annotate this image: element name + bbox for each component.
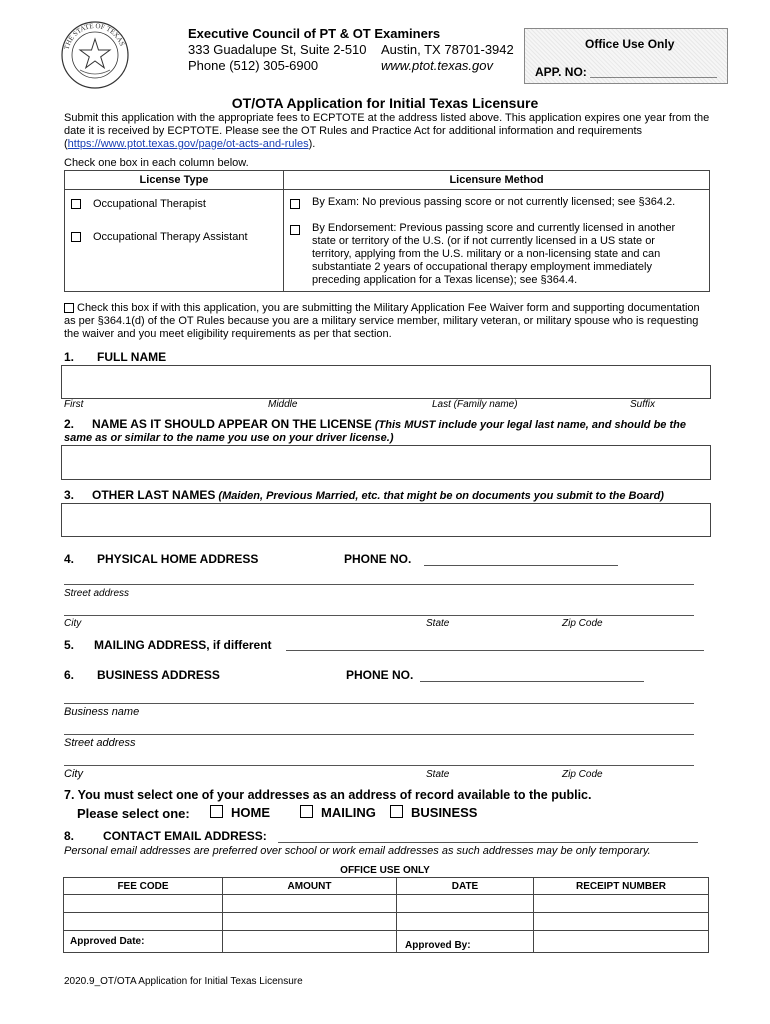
office-use-box — [524, 28, 728, 84]
approved-by-label: Approved By: — [397, 931, 534, 953]
org-city: Austin, TX 78701-3942 — [381, 42, 514, 57]
table-cell[interactable] — [223, 895, 397, 913]
table-cell[interactable] — [534, 895, 709, 913]
approved-by-field[interactable] — [534, 931, 709, 953]
business-checkbox[interactable] — [390, 805, 403, 818]
business-name-field[interactable] — [64, 703, 694, 704]
rules-link[interactable]: https://www.ptot.texas.gov/page/ot-acts-and-rules — [67, 138, 309, 150]
method-exam-text: By Exam: No previous passing score or not currently licensed; see §364.2. — [312, 196, 676, 208]
method-exam[interactable] — [290, 198, 300, 210]
public-business-option[interactable]: BUSINESS — [390, 805, 477, 820]
business-street-field[interactable] — [64, 734, 694, 735]
license-name-label: NAME AS IT SHOULD APPEAR ON THE LICENSE — [92, 417, 372, 431]
s2-heading: 2. NAME AS IT SHOULD APPEAR ON THE LICENSE (This MUST include your legal last name, and should be the same as or similar to the name you use on your driver license.) — [64, 417, 686, 444]
office-use-title: Office Use Only — [585, 37, 675, 51]
other-names-field[interactable] — [61, 503, 711, 537]
office-use-table — [63, 877, 709, 953]
table-cell[interactable] — [534, 913, 709, 931]
intro-text: Submit this application with the appropriate fees to ECPTOTE at the address listed above. This application expires one year from the date it is received by ECPTOTE. Please see the OT Rules and Practice Act for additional information and requirements ( — [64, 112, 710, 150]
table-cell[interactable] — [397, 895, 534, 913]
app-number-field[interactable]: APP. NO: ___________________ — [535, 65, 717, 79]
military-waiver — [64, 302, 714, 341]
business-state-label: State — [426, 769, 450, 780]
address-of-record-instruction: 7. You must select one of your addresses as an address of record available to the public. — [64, 788, 592, 802]
approved-date-field[interactable] — [223, 931, 397, 953]
exam-checkbox[interactable] — [290, 199, 300, 209]
home-checkbox[interactable] — [210, 805, 223, 818]
org-phone: Phone (512) 305-6900 — [188, 58, 319, 73]
full-name-label: FULL NAME — [97, 350, 167, 364]
ot-checkbox[interactable] — [71, 199, 81, 209]
other-names-label: OTHER LAST NAMES — [92, 488, 216, 502]
method-endorsement[interactable] — [290, 224, 300, 236]
method-endorsement-text: By Endorsement: Previous passing score and currently licensed in another state or territory of the U.S. (or if not currently licensed in a US state or territory, applying from the U.S. military or a non-licensing state and can substantiate 2 years of occupational therapy employment immediately preceding application for a Texas license); see §364.4. — [312, 222, 676, 286]
suffix-label: Suffix — [630, 399, 656, 410]
mailing-address-field[interactable] — [286, 650, 704, 651]
business-name-label: Business name — [64, 706, 140, 718]
license-name-note: (This MUST include your legal last name, and should be the same as or similar to the name you use on your driver license.) — [64, 419, 686, 444]
licensure-method-header: Licensure Method — [284, 171, 710, 190]
email-label: CONTACT EMAIL ADDRESS: — [103, 829, 267, 843]
seal-text: THE STATE OF TEXAS — [62, 21, 127, 51]
email-field[interactable] — [278, 842, 698, 843]
home-zip-label: Zip Code — [562, 618, 603, 629]
last-label: Last (Family name) — [432, 399, 518, 410]
public-home-option[interactable]: HOME — [210, 805, 270, 820]
office-use-only-title: OFFICE USE ONLY — [340, 865, 430, 876]
receipt-number-header: RECEIPT NUMBER — [534, 878, 709, 895]
other-names-note: (Maiden, Previous Married, etc. that might be on documents you submit to the Board) — [218, 490, 664, 502]
s3-heading: 3. OTHER LAST NAMES (Maiden, Previous Married, etc. that might be on documents you submit to the Board) — [64, 488, 664, 502]
license-type-ota[interactable]: Occupational Therapy Assistant — [71, 231, 248, 243]
business-city-field[interactable] — [64, 765, 694, 766]
s8-number: 8. — [64, 829, 75, 843]
table-cell[interactable] — [64, 913, 223, 931]
date-header: DATE — [397, 878, 534, 895]
business-phone-label: PHONE NO. — [346, 668, 414, 682]
check-one-instruction: Check one box in each column below. — [64, 157, 249, 169]
middle-label: Middle — [268, 399, 298, 410]
full-name-field[interactable] — [61, 365, 711, 399]
license-type-ot[interactable]: Occupational Therapist — [71, 198, 206, 210]
form-footer: 2020.9_OT/OTA Application for Initial Texas Licensure — [64, 976, 303, 987]
business-street-label: Street address — [64, 737, 136, 749]
texas-state-seal — [60, 20, 130, 90]
approved-date-label: Approved Date: — [64, 931, 223, 953]
fee-code-header: FEE CODE — [64, 878, 223, 895]
s4-number: 4. — [64, 552, 75, 566]
s6-number: 6. — [64, 668, 75, 682]
home-street-field[interactable] — [64, 584, 694, 585]
table-cell[interactable] — [64, 895, 223, 913]
org-address: 333 Guadalupe St, Suite 2-510 — [188, 42, 367, 57]
table-cell[interactable] — [397, 913, 534, 931]
business-city-label: City — [64, 768, 83, 780]
license-name-field[interactable] — [61, 445, 711, 480]
home-phone-label: PHONE NO. — [344, 552, 412, 566]
business-zip-label: Zip Code — [562, 769, 603, 780]
intro-paragraph — [64, 112, 714, 151]
license-type-header: License Type — [65, 171, 284, 190]
public-mailing-option[interactable]: MAILING — [300, 805, 376, 820]
military-waiver-checkbox[interactable] — [64, 303, 74, 313]
military-waiver-text: Check this box if with this application, you are submitting the Military Application Fee Waiver form and supporting documentation as per §364.1(d) of the OT Rules because you are a military service member, military veteran, or military spouse who is requesting the waiver and you meet eligibility requirements as per that section. — [64, 302, 700, 340]
ota-checkbox[interactable] — [71, 232, 81, 242]
s1-number: 1. — [64, 350, 75, 364]
org-name: Executive Council of PT & OT Examiners — [188, 26, 441, 41]
org-website[interactable]: www.ptot.texas.gov — [381, 58, 493, 73]
mailing-address-label: MAILING ADDRESS, if different — [94, 638, 272, 652]
select-one-label: Please select one: — [77, 806, 190, 821]
license-table — [64, 170, 710, 292]
table-cell[interactable] — [223, 913, 397, 931]
home-state-label: State — [426, 618, 450, 629]
business-address-label: BUSINESS ADDRESS — [97, 668, 220, 682]
business-phone-field[interactable] — [420, 681, 644, 682]
home-city-field[interactable] — [64, 615, 694, 616]
endorsement-checkbox[interactable] — [290, 225, 300, 235]
amount-header: AMOUNT — [223, 878, 397, 895]
mailing-checkbox[interactable] — [300, 805, 313, 818]
s5-number: 5. — [64, 638, 75, 652]
first-label: First — [64, 399, 84, 410]
page-title: OT/OTA Application for Initial Texas Licensure — [231, 95, 539, 111]
home-city-label: City — [64, 618, 82, 629]
home-address-label: PHYSICAL HOME ADDRESS — [97, 552, 259, 566]
home-phone-field[interactable] — [424, 565, 618, 566]
intro-text-end: ). — [308, 138, 316, 150]
email-note: Personal email addresses are preferred over school or work email addresses as such addresses may be only temporary. — [64, 845, 651, 857]
home-street-label: Street address — [64, 588, 130, 599]
